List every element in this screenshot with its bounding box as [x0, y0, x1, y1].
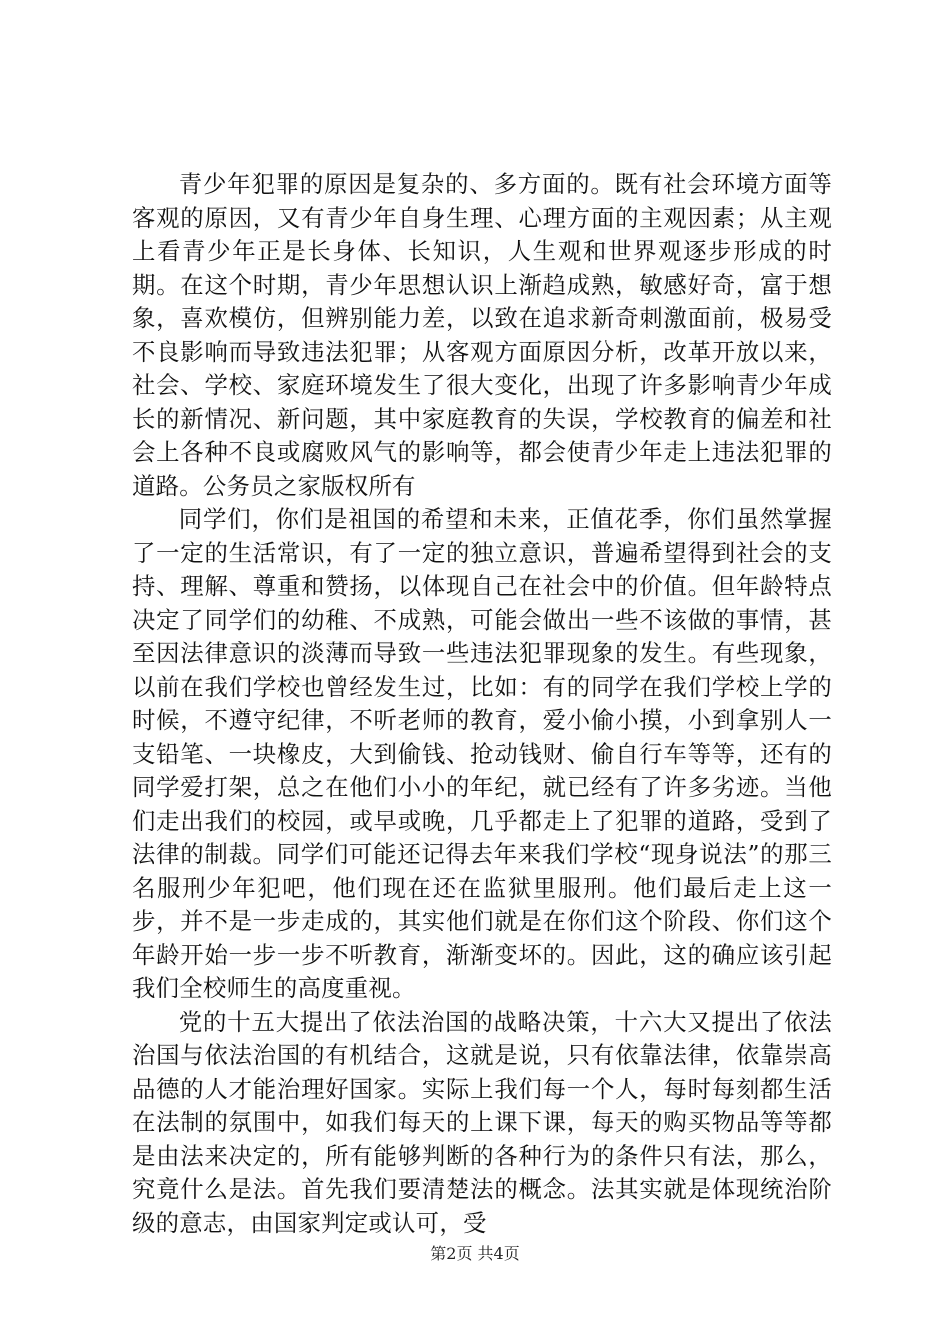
paragraph-causes: 青少年犯罪的原因是复杂的、多方面的。既有社会环境方面等客观的原因，又有青少年自身生理、心理方面的主观因素；从主观上看青少年正是长身体、长知识，人生观和世界观逐步形成的时期。在这个时期，青少年思想认识上渐趋成熟，敏感好奇，富于想象，喜欢模仿，但辨别能力差，以致在追求新奇刺激面前，极易受不良影响而导致违法犯罪；从客观方面原因分析，改革开放以来，社会、学校、家庭环境发生了很大变化，出现了许多影响青少年成长的新情况、新问题，其中家庭教育的失误，学校教育的偏差和社会上各种不良或腐败风气的影响等，都会使青少年走上违法犯罪的道路。公务员之家版权所有	[132, 170, 832, 500]
paragraph-rule-of-law: 党的十五大提出了依法治国的战略决策，十六大又提出了依法治国与依法治国的有机结合，这就是说，只有依靠法律，依靠崇高品德的人才能治理好国家。实际上我们每一个人，每时每刻都生活在法制的氛围中，如我们每天的上课下课，每天的购买物品等等都是由法来决定的，所有能够判断的各种行为的条件只有法，那么，究竟什么是法。首先我们要清楚法的概念。法其实就是体现统治阶级的意志，由国家判定或认可，受	[132, 1007, 832, 1237]
page-footer: 第2页 共4页	[430, 1244, 520, 1263]
paragraph-students: 同学们，你们是祖国的希望和未来，正值花季，你们虽然掌握了一定的生活常识，有了一定的独立意识，普遍希望得到社会的支持、理解、尊重和赞扬，以体现自己在社会中的价值。但年龄特点决定了同学们的幼稚、不成熟，可能会做出一些不该做的事情，甚至因法律意识的淡薄而导致一些违法犯罪现象的发生。有些现象，以前在我们学校也曾经发生过，比如：有的同学在我们学校上学的时候，不遵守纪律，不听老师的教育，爱小偷小摸，小到拿别人一支铅笔、一块橡皮，大到偷钱、抢动钱财、偷自行车等等，还有的同学爱打架，总之在他们小小的年纪，就已经有了许多劣迹。当他们走出我们的校园，或早或晚，几乎都走上了犯罪的道路，受到了法律的制裁。同学们可能还记得去年来我们学校“现身说法”的那三名服刑少年犯吧，他们现在还在监狱里服刑。他们最后走上这一步，并不是一步走成的，其实他们就是在你们这个阶段、你们这个年龄开始一步一步不听教育，渐渐变坏的。因此，这的确应该引起我们全校师生的高度重视。	[132, 505, 832, 1002]
document-body	[132, 168, 832, 1240]
